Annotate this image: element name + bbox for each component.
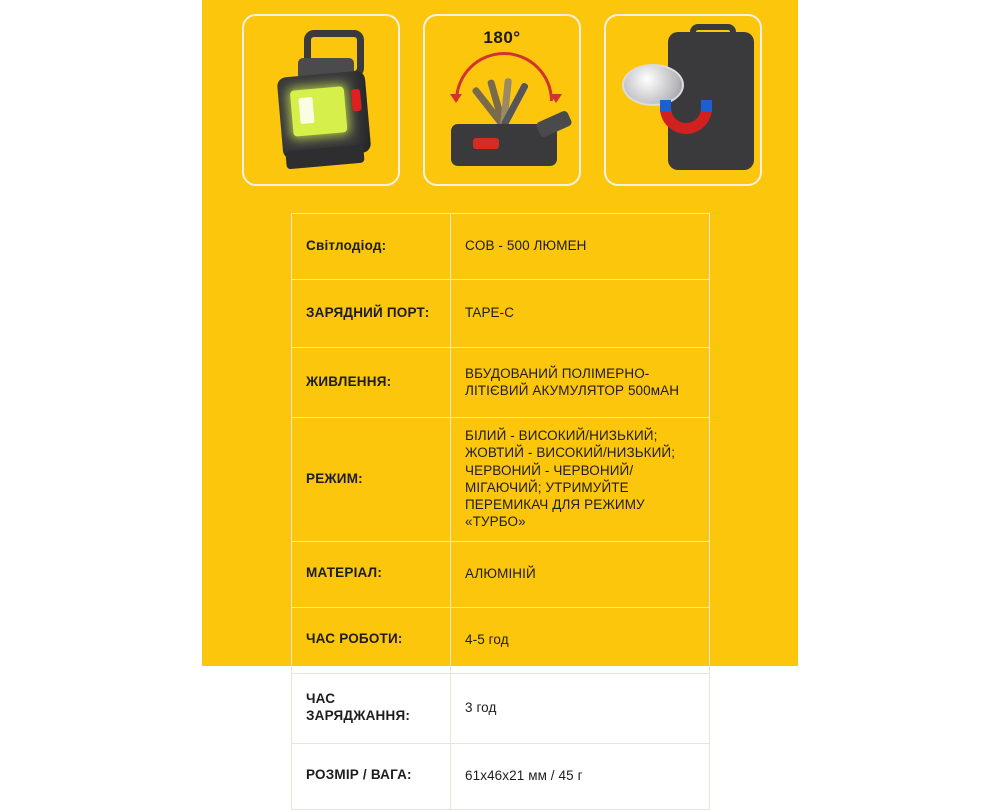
product-photo-row: [242, 14, 762, 190]
spec-value: 4-5 год: [451, 607, 710, 673]
table-row: [292, 541, 710, 607]
table-row: [292, 418, 710, 542]
table-row: [292, 673, 710, 743]
spec-label: РЕЖИМ:: [292, 418, 451, 542]
angle-label: 180°: [483, 28, 521, 47]
spec-label: РОЗМІР / ВАГА:: [292, 743, 451, 809]
red-led-strip: [351, 89, 362, 112]
spec-value: COB - 500 ЛЮМЕН: [451, 214, 710, 280]
spec-label: ЧАС ЗАРЯДЖАННЯ:: [292, 673, 451, 743]
table-row: [292, 348, 710, 418]
spec-value: TAPE-C: [451, 280, 710, 348]
spec-value: БІЛИЙ - ВИСОКИЙ/НИЗЬКИЙ; ЖОВТИЙ - ВИСОКИЙ/НИЗЬКИЙ; ЧЕРВОНИЙ - ЧЕРВОНИЙ/МІГАЮЧИЙ; УТРИМУЙТЕ ПЕРЕМИКАЧ ДЛЯ РЕЖИМУ «ТУРБО»: [451, 418, 710, 542]
rotation-angle-photo: [423, 14, 581, 186]
white-led-strip: [298, 97, 314, 124]
spec-label: ЧАС РОБОТИ:: [292, 607, 451, 673]
magnet-pole-left: [660, 100, 671, 112]
specification-table: [291, 213, 710, 810]
spec-value: 3 год: [451, 673, 710, 743]
table-row: [292, 280, 710, 348]
cob-led-panel: [290, 86, 348, 137]
table-row: [292, 607, 710, 673]
red-led-strip: [473, 138, 499, 149]
table-row: [292, 743, 710, 809]
spec-label: МАТЕРІАЛ:: [292, 541, 451, 607]
spec-value: 61х46х21 мм / 45 г: [451, 743, 710, 809]
arrow-left-icon: [450, 94, 462, 103]
work-light-illustration: [270, 30, 378, 174]
cob-work-light-photo: [242, 14, 400, 186]
spec-label: ЗАРЯДНИЙ ПОРТ:: [292, 280, 451, 348]
spec-value: АЛЮМІНІЙ: [451, 541, 710, 607]
arrow-right-icon: [550, 94, 562, 103]
spec-value: ВБУДОВАНИЙ ПОЛІМЕРНО-ЛІТІЄВИЙ АКУМУЛЯТОР 500мАН: [451, 348, 710, 418]
spec-label: ЖИВЛЕННЯ:: [292, 348, 451, 418]
magnet-photo: [604, 14, 762, 186]
table-row: [292, 214, 710, 280]
magnet-pole-right: [701, 100, 712, 112]
spec-label: Світлодіод:: [292, 214, 451, 280]
